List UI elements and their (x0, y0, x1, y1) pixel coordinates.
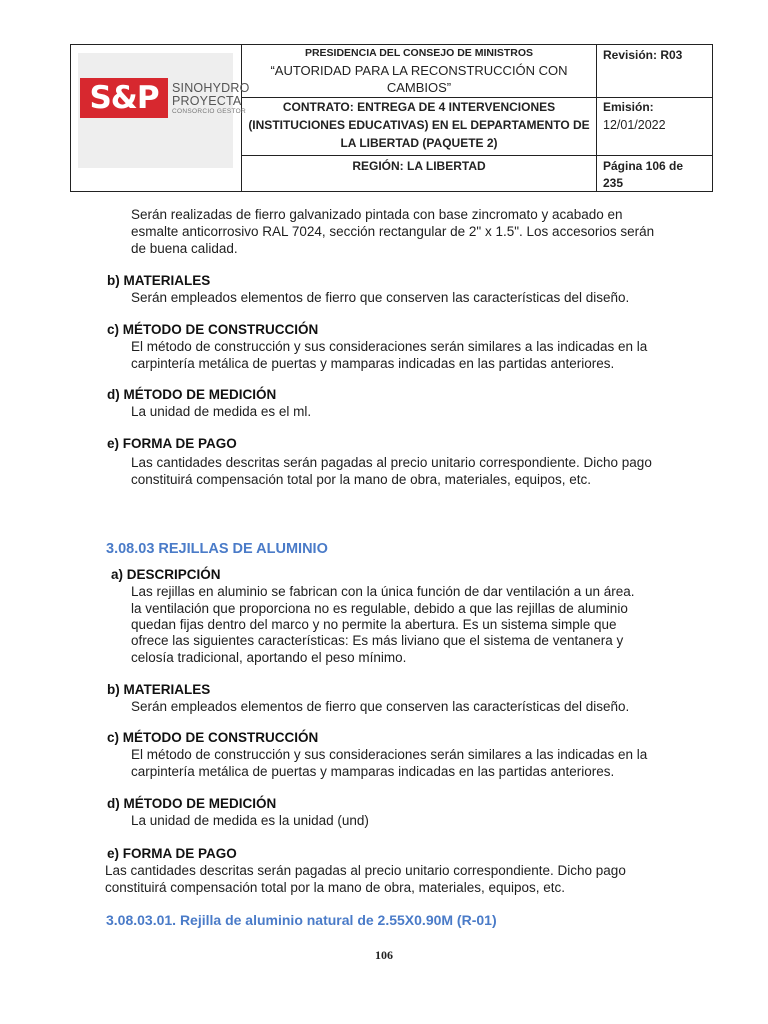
subheading: d) MÉTODO DE MEDICIÓN (107, 387, 277, 402)
paragraph-line: Las rejillas en aluminio se fabrican con la única función de dar ventilación a un área. (131, 584, 635, 599)
logo-text: PROYECTA (172, 94, 242, 108)
paragraph-line: quedan fijas dentro del marco y no permite la abertura. Es un sistema simple que (131, 617, 617, 632)
logo-text: SINOHYDRO (172, 81, 250, 95)
header-divider (241, 155, 713, 156)
subheading: b) MATERIALES (107, 273, 211, 288)
paragraph-line: constituirá compensación total por la mano de obra, materiales, equipos, etc. (131, 472, 592, 487)
revision: Revisión: R03 (603, 48, 683, 62)
subheading: d) MÉTODO DE MEDICIÓN (107, 796, 277, 811)
paragraph-line: Serán empleados elementos de fierro que conserven las características del diseño. (131, 290, 630, 305)
subheading: e) FORMA DE PAGO (107, 436, 237, 451)
emission-label: Emisión: (603, 100, 654, 114)
contract-title: LA LIBERTAD (PAQUETE 2) (340, 136, 498, 150)
logo-mark: S&P (80, 78, 168, 118)
paragraph-line: Las cantidades descritas serán pagadas al precio unitario correspondiente. Dicho pago (105, 863, 626, 878)
section-heading: 3.08.03 REJILLAS DE ALUMINIO (106, 541, 328, 557)
header-divider (241, 97, 713, 98)
paragraph-line: Las cantidades descritas serán pagadas al precio unitario correspondiente. Dicho pago (131, 455, 652, 470)
contract-title: CONTRATO: ENTREGA DE 4 INTERVENCIONES (282, 100, 556, 114)
paragraph-line: Serán empleados elementos de fierro que conserven las características del diseño. (131, 699, 630, 714)
paragraph-line: ofrece las siguientes características: Es más liviano que el sistema de ventanera y (131, 633, 624, 648)
page-count: 235 (603, 176, 624, 190)
paragraph-line: constituirá compensación total por la mano de obra, materiales, equipos, etc. (105, 880, 566, 895)
paragraph-line: Serán realizadas de fierro galvanizado pintada con base zincromato y acabado en (131, 207, 623, 222)
subsection-heading: 3.08.03.01. Rejilla de aluminio natural de 2.55X0.90M (R-01) (106, 912, 497, 928)
organization-name: PRESIDENCIA DEL CONSEJO DE MINISTROS (304, 47, 534, 59)
paragraph-line: celosía tradicional, aportando el peso mínimo. (131, 650, 407, 665)
paragraph-line: La unidad de medida es el ml. (131, 404, 312, 419)
page-number: 106 (375, 948, 393, 962)
paragraph-line: de buena calidad. (131, 241, 238, 256)
header-divider (596, 44, 597, 192)
paragraph-line: La unidad de medida es la unidad (und) (131, 813, 369, 828)
subheading: a) DESCRIPCIÓN (111, 567, 221, 582)
paragraph-line: El método de construcción y sus consideraciones serán similares a las indicadas en la (131, 747, 648, 762)
page-count: Página 106 de (603, 159, 684, 173)
paragraph-line: carpintería metálica de puertas y mamparas indicadas en las partidas anteriores. (131, 764, 615, 779)
paragraph-line: El método de construcción y sus consideraciones serán similares a las indicadas en la (131, 339, 648, 354)
paragraph-line: carpintería metálica de puertas y mamparas indicadas en las partidas anteriores. (131, 356, 615, 371)
subheading: c) MÉTODO DE CONSTRUCCIÓN (107, 730, 319, 745)
logo-text: CONSORCIO GESTOR (172, 108, 247, 115)
subheading: e) FORMA DE PAGO (107, 846, 237, 861)
paragraph-line: la ventilación que proporciona no es regulable, debido a que las rejillas de aluminio (131, 601, 628, 616)
authority-name: “AUTORIDAD PARA LA RECONSTRUCCIÓN CON (270, 63, 568, 78)
subheading: b) MATERIALES (107, 682, 211, 697)
contract-title: (INSTITUCIONES EDUCATIVAS) EN EL DEPARTAMENTO DE (248, 118, 590, 132)
paragraph-line: esmalte anticorrosivo RAL 7024, sección rectangular de 2" x 1.5". Los accesorios serán (131, 224, 655, 239)
authority-name: CAMBIOS” (386, 80, 452, 95)
subheading: c) MÉTODO DE CONSTRUCCIÓN (107, 322, 319, 337)
emission-date: 12/01/2022 (603, 118, 666, 132)
region: REGIÓN: LA LIBERTAD (352, 159, 486, 173)
